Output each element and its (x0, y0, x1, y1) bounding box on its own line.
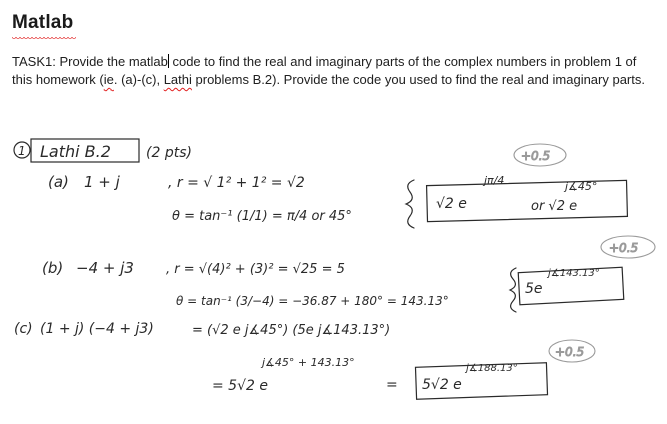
header-text: Lathi B.2 (40, 142, 111, 161)
part-b-brace (510, 268, 516, 312)
part-a-expr: 1 + j (84, 173, 120, 191)
part-c-box-base: 5√2 e (422, 377, 462, 393)
points-text: (2 pts) (146, 145, 192, 161)
part-b-expr: −4 + j3 (76, 259, 134, 277)
part-b-theta: θ = tan⁻¹ (3/−4) = −36.87 + 180° = 143.13° (176, 294, 449, 308)
part-b-box-exp: j∡143.13° (548, 268, 600, 279)
part-a-r: , r = √ 1² + 1² = √2 (168, 175, 305, 191)
part-c-score: +0.5 (555, 345, 585, 359)
page-title: Matlab (12, 12, 74, 33)
part-a-box-exp: jπ/4 (484, 174, 505, 187)
part-a-box-or-exp: j∡45° (565, 180, 598, 193)
part-b-score: +0.5 (609, 241, 639, 255)
part-b-label: (b) (42, 259, 64, 277)
task-text-2: code to find the real and imaginary parts of the complex numbers in problem 1 of this homework ( (12, 54, 637, 87)
part-c-expr: (1 + j) (−4 + j3) (40, 321, 154, 337)
part-a-label: (a) (48, 173, 69, 191)
part-c-product: = (√2 e j∡45°) (5e j∡143.13°) (192, 323, 391, 338)
part-a-brace (406, 180, 414, 228)
part-c-label: (c) (14, 321, 33, 337)
part-c-box-exp: j∡188.13° (466, 363, 518, 374)
task-lathi: Lathi (163, 72, 192, 87)
part-c-result-1: = 5√2 e (212, 378, 268, 394)
task-text-1: Provide the matlab (55, 54, 168, 69)
part-c-result-eq: = (386, 377, 398, 393)
task-text-3: . (a)-(c), (113, 72, 164, 87)
task-ie: ie (103, 72, 114, 87)
part-b-r: , r = √(4)² + (3)² = √25 = 5 (166, 262, 345, 277)
task-label: TASK1: (12, 54, 56, 69)
part-b-box-base: 5e (525, 281, 543, 297)
part-a-box-or: or √2 e (531, 199, 578, 214)
part-a-box-base: √2 e (436, 196, 467, 212)
part-c-result-1-exp: j∡45° + 143.13° (262, 356, 355, 369)
problem-number: 1 (18, 144, 26, 158)
task-text-4: problems B.2). Provide the code you used to find the real and imaginary parts. (191, 72, 645, 87)
part-a-score: +0.5 (521, 149, 551, 163)
part-a-theta: θ = tan⁻¹ (1/1) = π/4 or 45° (172, 209, 352, 224)
